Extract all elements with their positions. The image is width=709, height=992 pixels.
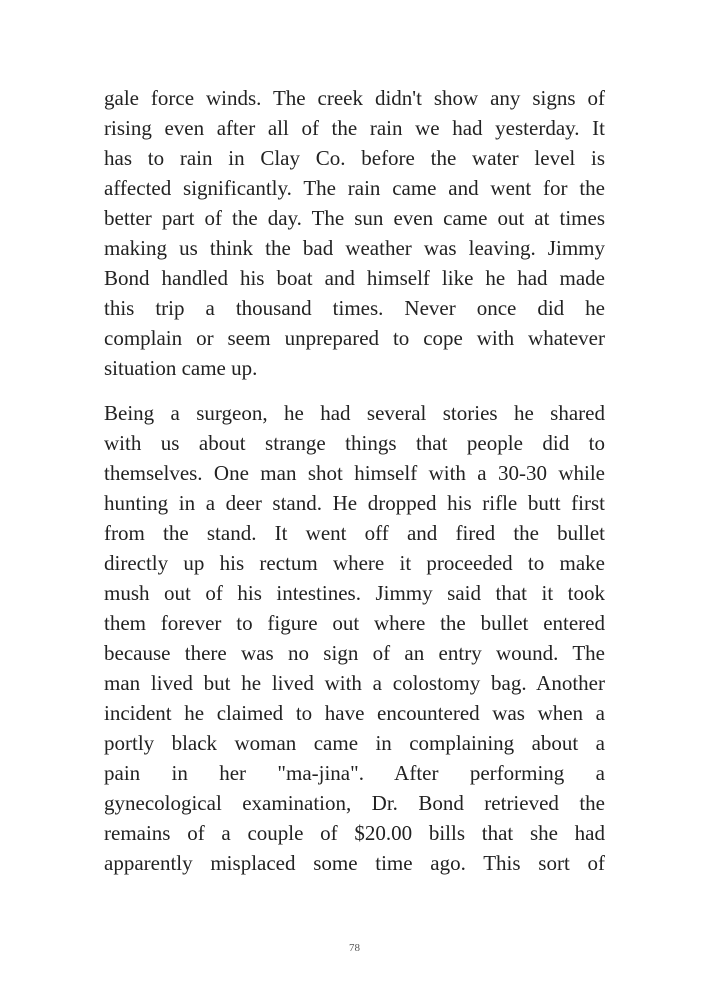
text-line: has to rain in Clay Co. before the water level is xyxy=(104,146,605,170)
text-line: with us about strange things that people did to xyxy=(104,431,605,455)
text-line: pain in her "ma-jina". After performing a xyxy=(104,761,605,785)
text-line: Bond handled his boat and himself like he had made xyxy=(104,266,605,290)
text-line: them forever to figure out where the bullet entered xyxy=(104,611,605,635)
text-line: man lived but he lived with a colostomy bag. Another xyxy=(104,671,605,695)
text-line: from the stand. It went off and fired the bullet xyxy=(104,521,605,545)
paragraph-surgeon-stories xyxy=(104,398,605,878)
text-line: gynecological examination, Dr. Bond retrieved the xyxy=(104,791,605,815)
text-line: because there was no sign of an entry wound. The xyxy=(104,641,605,665)
text-line: better part of the day. The sun even came out at times xyxy=(104,206,605,230)
text-line: portly black woman came in complaining about a xyxy=(104,731,605,755)
paragraph-boat-trip xyxy=(104,83,605,383)
text-line: directly up his rectum where it proceeded to make xyxy=(104,551,605,575)
text-line: incident he claimed to have encountered was when a xyxy=(104,701,605,725)
text-line: apparently misplaced some time ago. This sort of xyxy=(104,851,605,875)
text-line: remains of a couple of $20.00 bills that she had xyxy=(104,821,605,845)
text-line: complain or seem unprepared to cope with whatever xyxy=(104,326,605,350)
text-line: Being a surgeon, he had several stories he shared xyxy=(104,401,605,425)
text-line: themselves. One man shot himself with a 30-30 while xyxy=(104,461,605,485)
text-line: affected significantly. The rain came and went for the xyxy=(104,176,605,200)
text-line: gale force winds. The creek didn't show any signs of xyxy=(104,86,605,110)
text-line: rising even after all of the rain we had yesterday. It xyxy=(104,116,605,140)
text-line: hunting in a deer stand. He dropped his rifle butt first xyxy=(104,491,605,515)
text-line: situation came up. xyxy=(104,356,258,380)
text-line: making us think the bad weather was leaving. Jimmy xyxy=(104,236,605,260)
text-line: mush out of his intestines. Jimmy said that it took xyxy=(104,581,605,605)
page-number: 78 xyxy=(349,942,360,954)
text-line: this trip a thousand times. Never once did he xyxy=(104,296,605,320)
